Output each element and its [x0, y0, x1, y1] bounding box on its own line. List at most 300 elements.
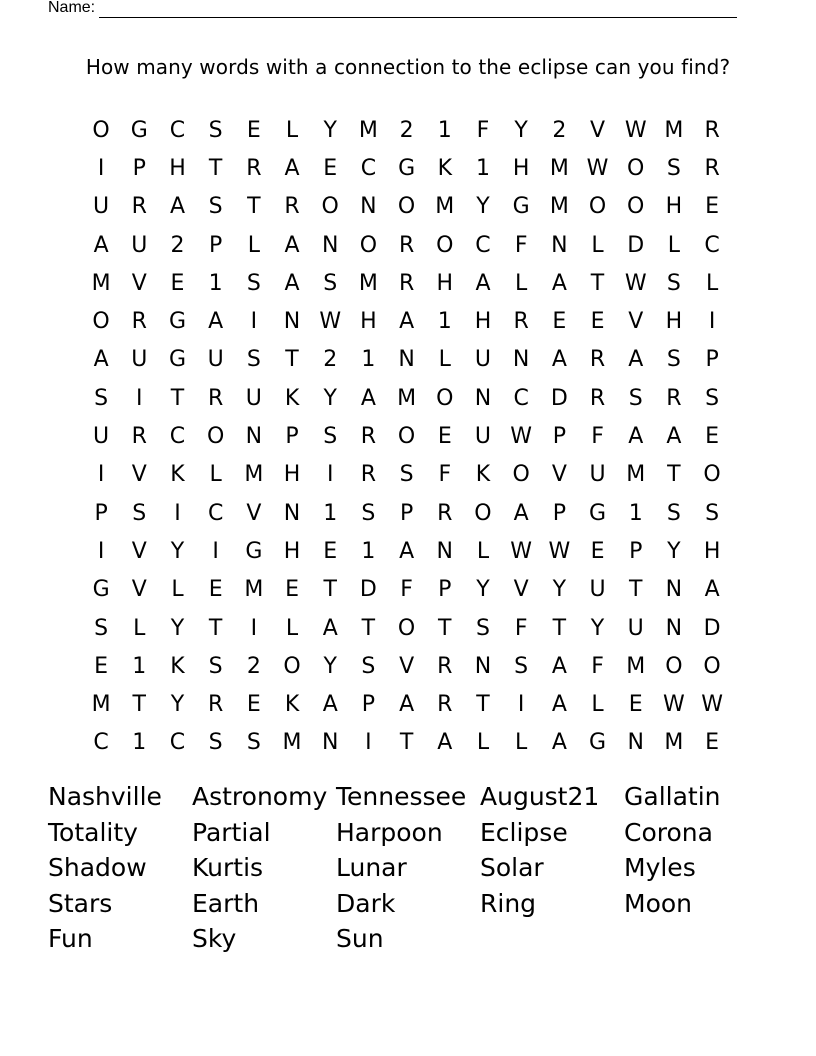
- grid-letter[interactable]: S: [628, 385, 643, 411]
- grid-letter[interactable]: A: [399, 692, 415, 718]
- grid-letter[interactable]: V: [131, 538, 147, 564]
- grid-letter[interactable]: A: [551, 653, 567, 679]
- grid-letter[interactable]: N: [665, 615, 683, 641]
- grid-letter[interactable]: N: [512, 347, 530, 373]
- grid-letter[interactable]: 1: [475, 155, 490, 181]
- grid-letter[interactable]: M: [91, 270, 111, 296]
- grid-letter[interactable]: S: [666, 347, 681, 373]
- grid-letter[interactable]: N: [283, 500, 301, 526]
- grid-letter[interactable]: S: [246, 730, 261, 756]
- grid-letter[interactable]: I: [136, 385, 143, 411]
- grid-letter[interactable]: U: [131, 347, 148, 373]
- grid-letter[interactable]: P: [552, 424, 566, 450]
- grid-letter[interactable]: N: [474, 653, 492, 679]
- grid-letter[interactable]: V: [628, 309, 644, 335]
- grid-letter[interactable]: T: [247, 194, 261, 220]
- grid-letter[interactable]: O: [397, 615, 416, 641]
- grid-letter[interactable]: S: [399, 462, 414, 488]
- grid-letter[interactable]: Y: [170, 692, 185, 718]
- grid-letter[interactable]: L: [133, 615, 146, 641]
- grid-letter[interactable]: 2: [170, 232, 185, 258]
- grid-letter[interactable]: G: [168, 309, 186, 335]
- grid-letter[interactable]: R: [208, 385, 224, 411]
- grid-letter[interactable]: P: [132, 155, 146, 181]
- grid-letter[interactable]: A: [93, 232, 109, 258]
- grid-letter[interactable]: P: [629, 538, 643, 564]
- word-bank-item: Partial: [192, 817, 271, 847]
- grid-letter[interactable]: S: [246, 270, 261, 296]
- grid-letter[interactable]: O: [397, 194, 416, 220]
- grid-letter[interactable]: N: [321, 232, 339, 258]
- grid-letter[interactable]: O: [359, 232, 378, 258]
- grid-letter[interactable]: O: [512, 462, 530, 488]
- grid-letter[interactable]: A: [360, 385, 376, 411]
- grid-letter[interactable]: N: [245, 424, 263, 450]
- grid-letter[interactable]: W: [510, 424, 533, 450]
- grid-letter[interactable]: M: [282, 730, 302, 756]
- grid-letter[interactable]: R: [284, 194, 300, 220]
- grid-letter[interactable]: C: [93, 730, 109, 756]
- grid-letter[interactable]: M: [549, 194, 569, 220]
- grid-letter[interactable]: U: [245, 385, 262, 411]
- grid-letter[interactable]: A: [551, 730, 567, 756]
- grid-letter[interactable]: 1: [208, 270, 223, 296]
- grid-letter[interactable]: L: [476, 730, 490, 756]
- grid-letter[interactable]: G: [589, 730, 607, 756]
- word-bank-item: Lunar: [336, 853, 407, 883]
- grid-letter[interactable]: H: [665, 194, 683, 220]
- grid-letter[interactable]: 1: [323, 500, 338, 526]
- grid-letter[interactable]: G: [245, 538, 263, 564]
- grid-letter[interactable]: R: [437, 500, 453, 526]
- grid-letter[interactable]: V: [246, 500, 262, 526]
- grid-letter[interactable]: A: [513, 500, 529, 526]
- grid-letter[interactable]: M: [358, 117, 378, 143]
- grid-letter[interactable]: 1: [361, 538, 376, 564]
- grid-letter[interactable]: I: [97, 538, 105, 564]
- grid-letter[interactable]: E: [590, 309, 605, 335]
- grid-letter[interactable]: V: [131, 577, 147, 603]
- grid-letter[interactable]: L: [171, 577, 184, 603]
- grid-letter[interactable]: U: [589, 462, 606, 488]
- grid-letter[interactable]: S: [246, 347, 261, 373]
- grid-letter[interactable]: O: [703, 653, 721, 679]
- grid-letter[interactable]: A: [93, 347, 109, 373]
- grid-letter[interactable]: T: [667, 462, 681, 488]
- grid-letter[interactable]: F: [514, 615, 528, 641]
- grid-letter[interactable]: 1: [437, 117, 452, 143]
- grid-letter[interactable]: W: [624, 117, 647, 143]
- grid-letter[interactable]: N: [321, 730, 339, 756]
- grid-letter[interactable]: W: [510, 538, 533, 564]
- grid-letter[interactable]: V: [131, 462, 147, 488]
- grid-letter[interactable]: L: [285, 117, 299, 143]
- grid-letter[interactable]: U: [627, 615, 644, 641]
- grid-letter[interactable]: S: [208, 117, 223, 143]
- grid-letter[interactable]: S: [208, 194, 223, 220]
- grid-letter[interactable]: L: [285, 615, 299, 641]
- grid-letter[interactable]: O: [92, 117, 110, 143]
- grid-letter[interactable]: I: [97, 462, 105, 488]
- grid-letter[interactable]: F: [400, 577, 413, 603]
- grid-letter[interactable]: R: [246, 155, 262, 181]
- grid-letter[interactable]: M: [626, 462, 646, 488]
- grid-letter[interactable]: E: [246, 117, 261, 143]
- grid-letter[interactable]: E: [94, 653, 109, 679]
- grid-letter[interactable]: F: [591, 653, 604, 679]
- grid-letter[interactable]: G: [398, 155, 416, 181]
- grid-letter[interactable]: W: [663, 692, 685, 718]
- grid-letter[interactable]: R: [589, 347, 606, 373]
- grid-letter[interactable]: E: [246, 692, 261, 718]
- grid-letter[interactable]: U: [207, 347, 224, 373]
- grid-letter[interactable]: A: [322, 692, 338, 718]
- grid-letter[interactable]: K: [284, 385, 300, 411]
- grid-letter[interactable]: H: [283, 538, 301, 564]
- grid-letter[interactable]: S: [94, 385, 109, 411]
- grid-letter[interactable]: G: [168, 347, 186, 373]
- grid-letter[interactable]: A: [437, 730, 453, 756]
- grid-letter[interactable]: T: [208, 615, 223, 641]
- grid-letter[interactable]: Y: [323, 653, 337, 679]
- grid-letter[interactable]: Y: [323, 385, 337, 411]
- grid-letter[interactable]: L: [591, 232, 604, 258]
- grid-letter[interactable]: A: [208, 309, 224, 335]
- grid-letter[interactable]: T: [285, 347, 299, 373]
- grid-letter[interactable]: C: [704, 232, 720, 258]
- grid-letter[interactable]: S: [208, 653, 223, 679]
- grid-letter[interactable]: G: [512, 194, 530, 220]
- grid-letter[interactable]: O: [321, 194, 339, 220]
- grid-letter[interactable]: H: [360, 309, 377, 335]
- grid-letter[interactable]: T: [552, 615, 567, 641]
- grid-letter[interactable]: M: [435, 194, 455, 220]
- grid-letter[interactable]: P: [438, 577, 452, 603]
- grid-letter[interactable]: U: [93, 194, 110, 220]
- grid-letter[interactable]: E: [323, 155, 338, 181]
- grid-letter[interactable]: N: [551, 232, 568, 258]
- grid-letter[interactable]: G: [130, 117, 148, 143]
- grid-letter[interactable]: 1: [132, 653, 147, 679]
- grid-letter[interactable]: A: [284, 232, 300, 258]
- grid-letter[interactable]: 1: [628, 500, 643, 526]
- grid-letter[interactable]: O: [397, 424, 416, 450]
- grid-letter[interactable]: T: [438, 615, 452, 641]
- word-bank-item: Tennessee: [336, 782, 467, 811]
- grid-letter[interactable]: A: [284, 155, 300, 181]
- grid-letter[interactable]: G: [589, 500, 607, 526]
- grid-letter[interactable]: P: [399, 500, 414, 526]
- grid-letter[interactable]: T: [590, 270, 605, 296]
- grid-letter[interactable]: W: [548, 538, 571, 564]
- grid-letter[interactable]: E: [705, 730, 720, 756]
- grid-letter[interactable]: V: [131, 270, 147, 296]
- grid-letter[interactable]: K: [284, 692, 300, 718]
- grid-letter[interactable]: L: [247, 232, 260, 258]
- grid-letter[interactable]: A: [704, 577, 720, 603]
- grid-letter[interactable]: M: [244, 577, 264, 603]
- grid-letter[interactable]: D: [627, 232, 645, 258]
- grid-letter[interactable]: Y: [323, 117, 337, 143]
- grid-letter[interactable]: A: [628, 347, 644, 373]
- grid-letter[interactable]: L: [667, 232, 681, 258]
- grid-letter[interactable]: W: [319, 309, 342, 335]
- grid-letter[interactable]: I: [97, 155, 105, 181]
- grid-letter[interactable]: Y: [552, 577, 567, 603]
- word-bank-item: Totality: [48, 817, 138, 847]
- grid-letter[interactable]: A: [551, 270, 567, 296]
- grid-letter[interactable]: A: [475, 270, 491, 296]
- grid-letter[interactable]: D: [550, 385, 568, 411]
- grid-letter[interactable]: 2: [399, 117, 414, 143]
- grid-letter[interactable]: H: [436, 270, 454, 296]
- grid-letter[interactable]: N: [360, 194, 377, 220]
- name-underline[interactable]: [99, 0, 737, 18]
- grid-letter[interactable]: S: [323, 424, 338, 450]
- grid-letter[interactable]: R: [437, 692, 453, 718]
- grid-letter[interactable]: S: [94, 615, 109, 641]
- grid-letter[interactable]: E: [437, 424, 452, 450]
- grid-letter[interactable]: 2: [552, 117, 567, 143]
- grid-letter[interactable]: R: [437, 653, 453, 679]
- grid-letter[interactable]: 2: [323, 347, 338, 373]
- word-bank-item: Sun: [336, 924, 384, 954]
- grid-letter[interactable]: D: [359, 577, 377, 603]
- grid-letter[interactable]: P: [361, 692, 376, 718]
- grid-letter[interactable]: S: [132, 500, 147, 526]
- grid-letter[interactable]: R: [360, 424, 377, 450]
- grid-letter[interactable]: C: [169, 117, 186, 143]
- grid-letter[interactable]: E: [590, 538, 605, 564]
- grid-letter[interactable]: N: [283, 309, 301, 335]
- grid-letter[interactable]: Y: [476, 194, 490, 220]
- grid-letter[interactable]: V: [399, 653, 415, 679]
- grid-letter[interactable]: Y: [514, 117, 528, 143]
- grid-letter[interactable]: M: [91, 692, 111, 718]
- grid-letter[interactable]: W: [701, 692, 723, 718]
- grid-letter[interactable]: M: [358, 270, 378, 296]
- grid-letter[interactable]: E: [705, 424, 720, 450]
- grid-letter[interactable]: P: [285, 424, 299, 450]
- grid-letter[interactable]: U: [93, 424, 110, 450]
- grid-letter[interactable]: H: [703, 538, 721, 564]
- grid-letter[interactable]: O: [92, 309, 110, 335]
- grid-letter[interactable]: P: [94, 500, 108, 526]
- grid-letter[interactable]: V: [513, 577, 529, 603]
- grid-letter[interactable]: S: [475, 615, 490, 641]
- grid-letter[interactable]: E: [170, 270, 185, 296]
- grid-letter[interactable]: I: [212, 538, 219, 564]
- grid-letter[interactable]: O: [703, 462, 721, 488]
- grid-letter[interactable]: M: [244, 462, 264, 488]
- grid-letter[interactable]: C: [169, 730, 186, 756]
- grid-letter[interactable]: T: [323, 577, 337, 603]
- grid-letter[interactable]: O: [627, 194, 645, 220]
- grid-letter[interactable]: K: [475, 462, 491, 488]
- grid-letter[interactable]: L: [438, 347, 451, 373]
- grid-letter[interactable]: G: [92, 577, 110, 603]
- grid-letter[interactable]: S: [666, 155, 681, 181]
- grid-letter[interactable]: I: [326, 462, 334, 488]
- grid-letter[interactable]: T: [628, 577, 643, 603]
- grid-letter[interactable]: S: [705, 500, 720, 526]
- grid-letter[interactable]: 2: [246, 653, 261, 679]
- grid-letter[interactable]: N: [398, 347, 415, 373]
- grid-letter[interactable]: A: [169, 194, 185, 220]
- grid-letter[interactable]: S: [208, 730, 223, 756]
- grid-letter[interactable]: U: [474, 424, 492, 450]
- grid-letter[interactable]: R: [704, 117, 720, 143]
- grid-letter[interactable]: K: [170, 462, 185, 488]
- grid-letter[interactable]: L: [515, 270, 528, 296]
- grid-letter[interactable]: F: [438, 462, 452, 488]
- grid-letter[interactable]: E: [208, 577, 223, 603]
- grid-letter[interactable]: O: [474, 500, 492, 526]
- grid-letter[interactable]: R: [360, 462, 377, 488]
- grid-letter[interactable]: L: [591, 692, 604, 718]
- grid-letter[interactable]: C: [475, 232, 491, 258]
- grid-letter[interactable]: U: [474, 347, 492, 373]
- grid-letter[interactable]: M: [664, 117, 684, 143]
- word-bank-item: Dark: [336, 888, 396, 918]
- name-label: Name:: [48, 0, 96, 16]
- grid-letter[interactable]: L: [705, 270, 719, 296]
- grid-letter[interactable]: N: [627, 730, 644, 756]
- word-bank-item: Myles: [624, 853, 696, 883]
- grid-letter[interactable]: Y: [476, 577, 490, 603]
- grid-letter[interactable]: S: [361, 500, 376, 526]
- grid-letter[interactable]: S: [361, 653, 376, 679]
- grid-letter[interactable]: S: [666, 270, 681, 296]
- grid-letter[interactable]: O: [627, 155, 645, 181]
- grid-letter[interactable]: I: [365, 730, 372, 756]
- grid-letter[interactable]: R: [208, 692, 224, 718]
- grid-letter[interactable]: M: [626, 653, 646, 679]
- grid-letter[interactable]: F: [476, 117, 490, 143]
- grid-letter[interactable]: A: [322, 615, 338, 641]
- grid-letter[interactable]: O: [588, 194, 607, 220]
- grid-letter[interactable]: R: [589, 385, 606, 411]
- grid-letter[interactable]: E: [705, 194, 720, 220]
- grid-letter[interactable]: L: [515, 730, 528, 756]
- word-bank-item: Fun: [48, 924, 93, 954]
- grid-letter[interactable]: T: [399, 730, 414, 756]
- grid-letter[interactable]: I: [517, 692, 525, 718]
- grid-letter[interactable]: S: [323, 270, 338, 296]
- grid-letter[interactable]: M: [397, 385, 417, 411]
- grid-letter[interactable]: O: [665, 653, 683, 679]
- grid-letter[interactable]: T: [170, 385, 185, 411]
- grid-letter[interactable]: A: [284, 270, 300, 296]
- grid-letter[interactable]: A: [551, 347, 567, 373]
- grid-letter[interactable]: A: [551, 692, 567, 718]
- grid-letter[interactable]: H: [512, 155, 530, 181]
- grid-letter[interactable]: M: [664, 730, 684, 756]
- grid-letter[interactable]: I: [250, 309, 258, 335]
- grid-letter[interactable]: R: [398, 232, 415, 258]
- grid-letter[interactable]: H: [169, 155, 186, 181]
- grid-letter[interactable]: H: [474, 309, 492, 335]
- grid-letter[interactable]: R: [666, 385, 682, 411]
- grid-letter[interactable]: O: [436, 385, 454, 411]
- grid-letter[interactable]: T: [476, 692, 490, 718]
- grid-letter[interactable]: R: [131, 424, 147, 450]
- grid-letter[interactable]: F: [591, 424, 604, 450]
- grid-letter[interactable]: N: [474, 385, 492, 411]
- grid-letter[interactable]: C: [513, 385, 529, 411]
- grid-letter[interactable]: C: [169, 424, 186, 450]
- grid-letter[interactable]: R: [131, 194, 147, 220]
- grid-letter[interactable]: P: [552, 500, 566, 526]
- grid-letter[interactable]: P: [705, 347, 719, 373]
- grid-letter[interactable]: Y: [590, 615, 605, 641]
- grid-letter[interactable]: 1: [132, 730, 147, 756]
- grid-letter[interactable]: A: [399, 309, 415, 335]
- grid-letter[interactable]: O: [206, 424, 225, 450]
- grid-letter[interactable]: I: [174, 500, 181, 526]
- grid-letter[interactable]: E: [628, 692, 643, 718]
- grid-letter[interactable]: R: [513, 309, 529, 335]
- grid-letter[interactable]: A: [666, 424, 682, 450]
- grid-letter[interactable]: E: [323, 538, 338, 564]
- grid-letter[interactable]: 1: [361, 347, 376, 373]
- grid-letter[interactable]: 1: [437, 309, 452, 335]
- grid-letter[interactable]: A: [628, 424, 644, 450]
- grid-letter[interactable]: E: [285, 577, 299, 603]
- grid-letter[interactable]: L: [476, 538, 490, 564]
- grid-letter[interactable]: R: [131, 309, 147, 335]
- grid-letter[interactable]: T: [132, 692, 146, 718]
- grid-letter[interactable]: K: [170, 653, 185, 679]
- grid-letter[interactable]: Y: [667, 538, 681, 564]
- grid-letter[interactable]: S: [666, 500, 681, 526]
- grid-letter[interactable]: H: [283, 462, 301, 488]
- grid-letter[interactable]: T: [361, 615, 376, 641]
- grid-letter[interactable]: Y: [170, 538, 185, 564]
- grid-letter[interactable]: R: [398, 270, 415, 296]
- grid-letter[interactable]: N: [436, 538, 454, 564]
- grid-letter[interactable]: O: [436, 232, 454, 258]
- grid-letter[interactable]: M: [549, 155, 569, 181]
- grid-letter[interactable]: U: [589, 577, 606, 603]
- grid-letter[interactable]: W: [624, 270, 647, 296]
- grid-letter[interactable]: N: [665, 577, 683, 603]
- grid-letter[interactable]: F: [514, 232, 528, 258]
- grid-letter[interactable]: C: [360, 155, 377, 181]
- grid-letter[interactable]: T: [208, 155, 223, 181]
- grid-letter[interactable]: S: [514, 653, 529, 679]
- grid-letter[interactable]: R: [704, 155, 720, 181]
- grid-letter[interactable]: I: [250, 615, 258, 641]
- grid-letter[interactable]: H: [665, 309, 683, 335]
- grid-letter[interactable]: D: [703, 615, 721, 641]
- grid-letter[interactable]: Y: [170, 615, 185, 641]
- grid-letter[interactable]: P: [209, 232, 223, 258]
- grid-letter[interactable]: L: [209, 462, 222, 488]
- grid-letter[interactable]: E: [552, 309, 567, 335]
- grid-letter[interactable]: O: [283, 653, 301, 679]
- grid-letter[interactable]: C: [207, 500, 224, 526]
- grid-letter[interactable]: I: [708, 309, 716, 335]
- name-field: [48, 0, 737, 18]
- grid-letter[interactable]: W: [586, 155, 609, 181]
- grid-letter[interactable]: V: [551, 462, 567, 488]
- grid-letter[interactable]: V: [590, 117, 606, 143]
- grid-letter[interactable]: A: [399, 538, 415, 564]
- grid-letter[interactable]: K: [437, 155, 452, 181]
- grid-letter[interactable]: U: [131, 232, 148, 258]
- grid-letter[interactable]: S: [705, 385, 720, 411]
